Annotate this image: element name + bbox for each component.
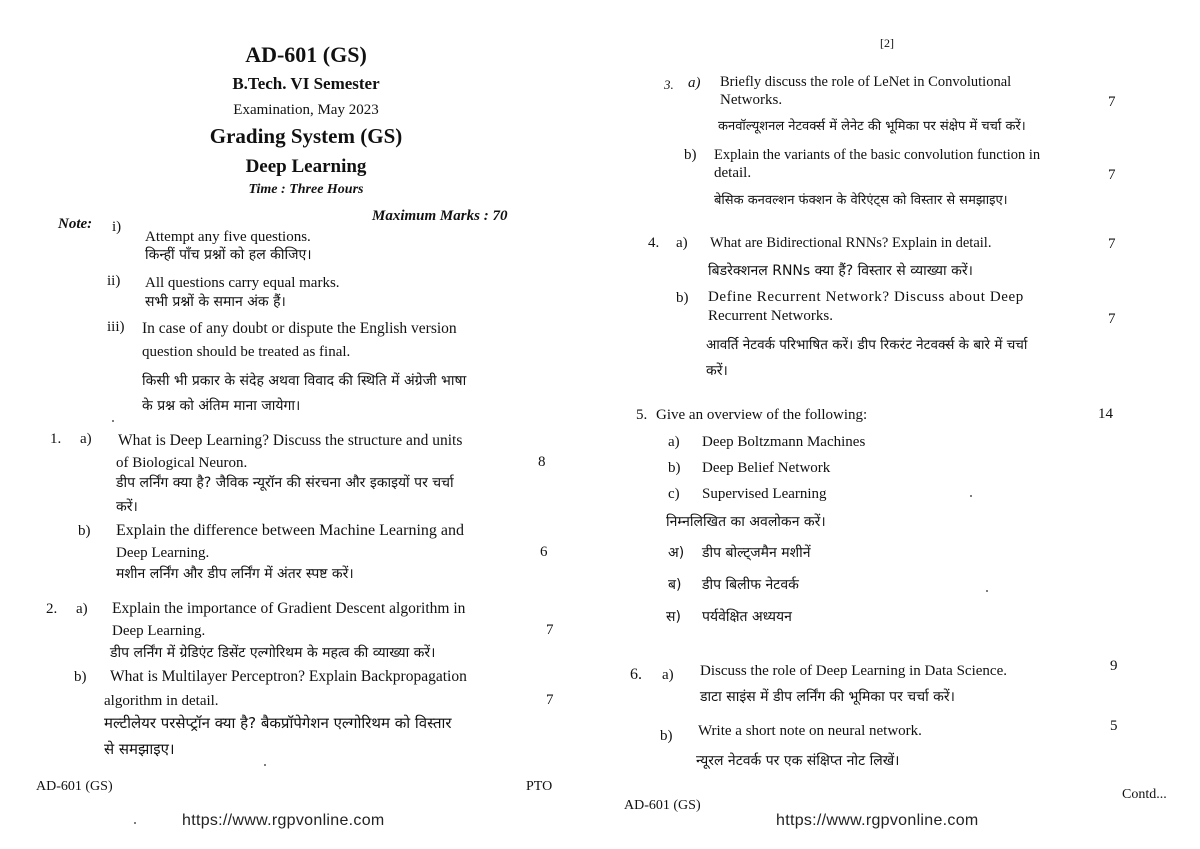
question-text: Explain the variants of the basic convolution function in — [714, 147, 1041, 163]
footer-code: AD-601 (GS) — [624, 798, 701, 813]
speck — [986, 590, 988, 592]
footer-code: AD-601 (GS) — [36, 779, 113, 794]
website-url: https://www.rgpvonline.com — [182, 812, 385, 829]
note-num: ii) — [107, 273, 121, 289]
question-text-hindi: बिडरेक्शनल RNNs क्या हैं? विस्तार से व्याख्या करें। — [708, 263, 973, 279]
marks: 7 — [546, 622, 554, 638]
item-text-hindi: डीप बिलीफ नेटवर्क — [702, 577, 799, 593]
question-text: Networks. — [720, 92, 783, 108]
question-text-hindi: डाटा साइंस में डीप लर्निंग की भूमिका पर चर्चा करें। — [700, 689, 955, 705]
question-number: 6. — [630, 666, 642, 683]
note-text: In case of any doubt or dispute the English version — [142, 320, 457, 337]
part-label: b) — [684, 147, 697, 163]
part-label: a) — [80, 431, 92, 447]
time-allowed: Time : Three Hours — [248, 182, 364, 197]
note-text: Attempt any five questions. — [145, 229, 311, 245]
note-text-hindi: किन्हीं पाँच प्रश्नों को हल कीजिए। — [145, 247, 312, 263]
question-text: Write a short note on neural network. — [698, 723, 922, 739]
question-text: Briefly discuss the role of LeNet in Convolutional — [720, 74, 1012, 90]
note-text: All questions carry equal marks. — [145, 275, 340, 291]
exam-session: Examination, May 2023 — [233, 102, 379, 118]
question-text-hindi: मशीन लर्निंग और डीप लर्निंग में अंतर स्पष्ट करें। — [116, 566, 354, 582]
part-label-hindi: अ) — [668, 545, 685, 561]
part-label: b) — [668, 460, 681, 476]
question-text: Deep Learning. — [116, 545, 210, 561]
question-number: 2. — [46, 601, 58, 617]
max-marks: Maximum Marks : 70 — [372, 208, 508, 224]
note-text-hindi: सभी प्रश्नों के समान अंक हैं। — [145, 294, 286, 310]
question-text: What are Bidirectional RNNs? Explain in detail. — [710, 235, 992, 251]
marks: 7 — [1108, 94, 1116, 110]
part-label: a) — [676, 235, 688, 251]
marks: 9 — [1110, 658, 1118, 674]
question-text: Deep Learning. — [112, 623, 206, 639]
marks: 5 — [1110, 718, 1118, 734]
question-text: algorithm in detail. — [104, 693, 219, 709]
speck — [112, 420, 114, 422]
question-text-hindi: करें। — [116, 499, 138, 515]
speck — [264, 764, 266, 766]
part-label-hindi: ब) — [668, 577, 682, 593]
question-number: 4. — [648, 235, 660, 251]
website-url: https://www.rgpvonline.com — [776, 812, 979, 829]
question-text: What is Deep Learning? Discuss the structure and units — [118, 432, 463, 449]
note-text: question should be treated as final. — [142, 344, 351, 360]
item-text: Deep Boltzmann Machines — [702, 434, 866, 450]
question-text: Discuss the role of Deep Learning in Data Science. — [700, 663, 1007, 679]
item-text: Deep Belief Network — [702, 460, 831, 476]
question-text: of Biological Neuron. — [116, 455, 248, 471]
note-text-hindi: किसी भी प्रकार के संदेह अथवा विवाद की स्थिति में अंग्रेजी भाषा — [142, 373, 467, 389]
grading-system: Grading System (GS) — [209, 124, 403, 148]
question-text: Explain the importance of Gradient Descent algorithm in — [112, 600, 466, 617]
part-label: a) — [662, 667, 674, 683]
question-text-hindi: निम्नलिखित का अवलोकन करें। — [666, 514, 826, 530]
marks: 7 — [1108, 167, 1116, 183]
note-text-hindi: के प्रश्न को अंतिम माना जायेगा। — [142, 398, 301, 414]
note-num: i) — [112, 219, 122, 235]
note-label: Note: — [58, 216, 93, 232]
question-text-hindi: कनवॉल्यूशनल नेटवर्क्स में लेनेट की भूमिका पर संक्षेप में चर्चा करें। — [718, 119, 1026, 134]
right-page — [600, 0, 1200, 849]
question-text-hindi: से समझाइए। — [104, 740, 175, 758]
question-text: Recurrent Networks. — [708, 308, 833, 324]
item-text-hindi: डीप बोल्ट्जमैन मशीनें — [702, 545, 811, 561]
question-number: 1. — [50, 431, 62, 447]
marks: 14 — [1098, 406, 1113, 422]
question-text: Define Recurrent Network? Discuss about Deep — [708, 289, 1024, 305]
question-text-hindi: डीप लर्निंग क्या है? जैविक न्यूरॉन की संरचना और इकाइयों पर चर्चा — [116, 475, 454, 491]
question-text-hindi: आवर्ति नेटवर्क परिभाषित करें। डीप रिकरंट नेटवर्क्स के बारे में चर्चा — [706, 337, 1028, 353]
question-text: Give an overview of the following: — [656, 407, 868, 423]
speck — [970, 495, 972, 497]
question-text-hindi: मल्टीलेयर परसेप्ट्रॉन क्या है? बैकप्रॉपेगेशन एल्गोरिथम को विस्तार — [104, 714, 452, 732]
course-title: B.Tech. VI Semester — [232, 74, 380, 93]
note-num: iii) — [107, 319, 125, 335]
contd-note: Contd... — [1122, 787, 1167, 802]
marks: 7 — [1108, 311, 1116, 327]
marks: 7 — [1108, 236, 1116, 252]
item-text-hindi: पर्यवेक्षित अध्ययन — [702, 609, 792, 625]
question-text-hindi: करें। — [706, 363, 728, 379]
footer-pto: PTO — [526, 779, 553, 794]
question-text: What is Multilayer Perceptron? Explain Backpropagation — [110, 668, 467, 685]
subject-title: Deep Learning — [245, 156, 367, 177]
marks: 6 — [540, 544, 548, 560]
part-label: c) — [668, 486, 680, 502]
part-label: a) — [76, 601, 88, 617]
part-label-hindi: स) — [666, 609, 681, 625]
question-text-hindi: डीप लर्निंग में ग्रेडिएंट डिसेंट एल्गोरिथम के महत्व की व्याख्या करें। — [110, 645, 436, 661]
page-number: [2] — [880, 36, 894, 50]
question-text: Explain the difference between Machine Learning and — [116, 522, 464, 539]
part-label: b) — [676, 290, 689, 306]
part-label: b) — [660, 728, 673, 744]
part-label: a) — [688, 75, 701, 91]
question-number: 5. — [636, 407, 648, 423]
marks: 7 — [546, 692, 554, 708]
question-text-hindi: बेसिक कनवल्शन फंक्शन के वेरिएंट्स को विस्तार से समझाइए। — [714, 193, 1008, 208]
part-label: b) — [78, 523, 91, 539]
part-label: a) — [668, 434, 680, 450]
question-text: detail. — [714, 165, 752, 181]
question-number: 3. — [664, 77, 674, 92]
question-text-hindi: न्यूरल नेटवर्क पर एक संक्षिप्त नोट लिखें। — [696, 753, 900, 769]
marks: 8 — [538, 454, 546, 470]
part-label: b) — [74, 669, 87, 685]
item-text: Supervised Learning — [702, 486, 827, 502]
paper-code: AD-601 (GS) — [245, 42, 367, 67]
speck — [134, 822, 136, 824]
